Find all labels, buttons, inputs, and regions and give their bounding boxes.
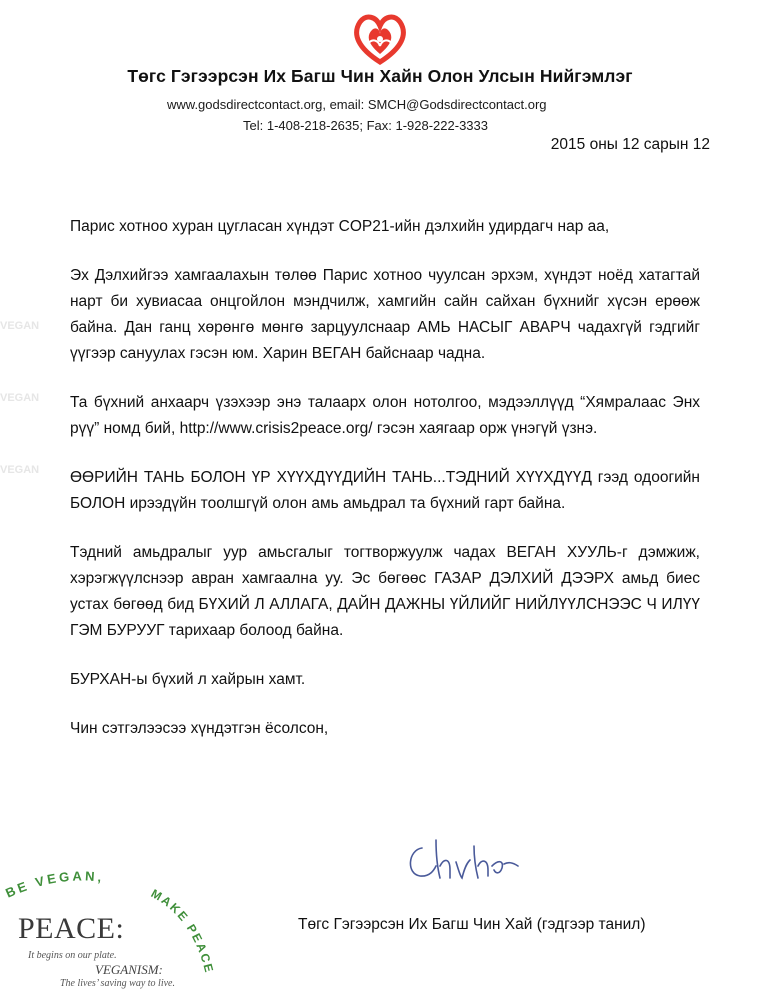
letter-date: 2015 оны 12 сарын 12: [550, 136, 710, 153]
contact-web-email: www.godsdirectcontact.org, email: SMCH@Godsdirectcontact.org: [167, 97, 547, 112]
letter-paragraph: Тэдний амьдралыг уур амьсгалыг тогтворжуулж чадах ВЕГАН ХУУЛЬ-г дэмжиж, хэрэгжүүлснээр авран хамгаална уу. Эс бөгөөс ГАЗАР ДЭЛХИЙ ДЭЭРХ амьд биес устах бөгөөд бид БҮХИЙ Л АЛЛАГА, ДАЙН ДАЖНЫ ҮЙЛИЙГ НИЙЛҮҮЛСНЭЭС Ч ИЛҮҮ ГЭМ БУРУУГ тарихаар болоод байна.: [70, 544, 700, 639]
letter-paragraph: Та бүхний анхаарч үзэхээр энэ талаарх олон нотолгоо, мэдээллүүд “Хямралаас Энх рүү” номд бий, http://www.crisis2peace.org/ гэсэн хаягаар орж үнэгүй үзнэ.: [70, 394, 700, 437]
organization-logo: [350, 10, 410, 66]
letter-closing: Чин сэтгэлээсээ хүндэтгэн ёсолсон,: [70, 720, 329, 737]
stamp-peace: PEACE:: [18, 912, 125, 945]
handwritten-signature-icon: [400, 826, 530, 888]
letter-salutation: Парис хотноо хуран цугласан хүндэт COP21-ийн дэлхийн удирдагч нар аа,: [70, 218, 610, 235]
watermark-word: VEGAN: [0, 320, 40, 332]
background-watermark: [0, 290, 40, 550]
signer-name: Төгс Гэгээрсэн Их Багш Чин Хай (гэдгээр танил): [298, 916, 646, 933]
heart-lotus-logo-icon: [350, 10, 410, 66]
stamp-saving-tagline: The lives’ saving way to live.: [60, 978, 175, 989]
contact-phone-fax: Tel: 1-408-218-2635; Fax: 1-928-222-3333: [243, 118, 488, 133]
watermark-word: VEGAN: [0, 464, 40, 476]
letter-paragraph: ӨӨРИЙН ТАНЬ БОЛОН ҮР ХҮҮХДҮҮДИЙН ТАНЬ...ТЭДНИЙ ХҮҮХДҮҮД гээд одоогийн БОЛОН ирээдүйн тоолшгүй олон амь амьдрал та бүхний гарт байна.: [70, 469, 700, 512]
stamp-plate-tagline: It begins on our plate.: [28, 950, 117, 961]
letter-blessing: БУРХАН-ы бүхий л хайрын хамт.: [70, 671, 306, 688]
stamp-arc-right: MAKE PEACE: [148, 886, 217, 976]
letter-body: [70, 214, 700, 765]
stamp-veganism: VEGANISM:: [95, 962, 163, 977]
letter-paragraph: Эх Дэлхийгээ хамгаалахын төлөө Парис хотноо чуулсан эрхэм, хүндэт ноёд хатагтай нарт би хувиасаа онцгойлон мэндчилж, хамгийн сайн сайхан бүхнийг хүсэн ерөөж байна. Дан ганц хөрөнгө мөнгө зарцуулснаар АМЬ НАСЫГ АВАРЧ чадахгүй гэдгийг үүгээр сануулах гэсэн юм. Харин ВЕГАН байснаар чадна.: [70, 267, 700, 362]
watermark-word: VEGAN: [0, 392, 40, 404]
stamp-arc-top: BE VEGAN,: [3, 870, 106, 901]
svg-text:BE VEGAN,: [3, 870, 105, 901]
organization-name: Төгс Гэгээрсэн Их Багш Чин Хайн Олон Улсын Нийгэмлэг: [127, 66, 633, 86]
